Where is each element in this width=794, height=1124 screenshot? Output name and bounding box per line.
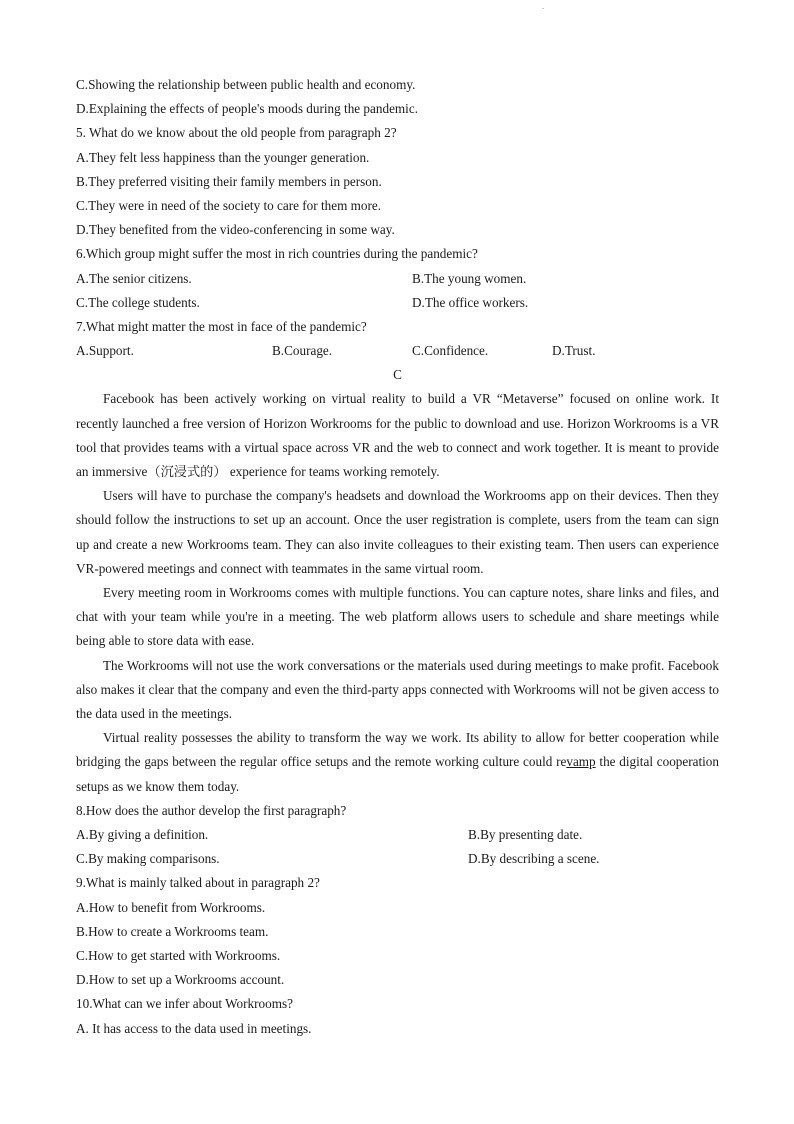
q4-option-d: D.Explaining the effects of people's moods during the pandemic. — [76, 101, 418, 117]
paragraph-5-text-after: the digital cooperation setups as we know them today. — [76, 754, 719, 794]
q6-option-d: D.The office workers. — [412, 294, 529, 310]
q8-options-row-2 — [76, 847, 719, 871]
q8-option-b: B.By presenting date. — [468, 827, 583, 843]
q8-option-c: C.By making comparisons. — [76, 851, 220, 867]
q6-options-row-2 — [76, 291, 719, 315]
q5-option-c: C.They were in need of the society to care for them more. — [76, 197, 382, 213]
header-mark: . — [542, 2, 544, 11]
q6-stem: 6.Which group might suffer the most in rich countries during the pandemic? — [76, 246, 478, 262]
q10-stem: 10.What can we infer about Workrooms? — [76, 996, 293, 1012]
q9-option-a: A.How to benefit from Workrooms. — [76, 899, 266, 915]
q5-option-d: D.They benefited from the video-conferencing in some way. — [76, 222, 395, 238]
paragraph-5-text-before: Virtual reality possesses the ability to transform the way we work. Its ability to allow for better cooperation while bridging the gaps between the regular office setups and the remote working culture could re — [76, 730, 719, 770]
q9-option-c: C.How to get started with Workrooms. — [76, 948, 281, 964]
q5-option-b: B.They preferred visiting their family members in person. — [76, 173, 382, 189]
q7-option-a: A.Support. — [76, 343, 134, 359]
passage-paragraph-3: Every meeting room in Workrooms comes with multiple functions. You can capture notes, share links and files, and chat with your team while you're in a meeting. The web platform allows users to schedule and share meetings while being able to store data with ease. — [76, 585, 719, 649]
q6-options-row-1 — [76, 267, 719, 291]
q10-option-a: A. It has access to the data used in meetings. — [76, 1020, 312, 1036]
passage-paragraph-2: Users will have to purchase the company's headsets and download the Workrooms app on their devices. Then they should follow the instructions to set up an account. Once the user registration is complete, users from the team can sign up and create a new Workrooms team. They can also invite colleagues to their existing team. Then users can experience VR-powered meetings and connect with teammates in the same virtual room. — [76, 488, 719, 576]
q9-option-b: B.How to create a Workrooms team. — [76, 923, 269, 939]
q8-option-a: A.By giving a definition. — [76, 827, 209, 843]
q6-option-a: A.The senior citizens. — [76, 270, 192, 286]
q9-option-d: D.How to set up a Workrooms account. — [76, 972, 285, 988]
q7-option-c: C.Confidence. — [412, 343, 489, 359]
q5-stem: 5. What do we know about the old people from paragraph 2? — [76, 125, 397, 141]
q7-stem: 7.What might matter the most in face of the pandemic? — [76, 318, 367, 334]
q7-options-row — [76, 339, 719, 363]
q5-option-a: A.They felt less happiness than the younger generation. — [76, 149, 370, 165]
q8-stem: 8.How does the author develop the first paragraph? — [76, 802, 347, 818]
section-label: C — [393, 367, 402, 383]
passage-paragraph-5 — [76, 726, 719, 799]
q8-option-d: D.By describing a scene. — [468, 851, 600, 867]
q9-stem: 9.What is mainly talked about in paragraph 2? — [76, 875, 320, 891]
passage-paragraph-4: The Workrooms will not use the work conversations or the materials used during meetings to make profit. Facebook also makes it clear that the company and even the third-party apps connected with Workrooms will not be given access to the data used in the meetings. — [76, 657, 719, 722]
q7-option-b: B.Courage. — [272, 343, 333, 359]
q7-option-d: D.Trust. — [552, 343, 596, 359]
q6-option-b: B.The young women. — [412, 270, 527, 286]
q8-options-row-1 — [76, 823, 719, 847]
q6-option-c: C.The college students. — [76, 294, 200, 310]
passage-paragraph-1: Facebook has been actively working on virtual reality to build a VR “Metaverse” focused on online work. It recently launched a free version of Horizon Workrooms for the public to download and use. Horizon Workrooms is a VR tool that provides teams with a virtual space across VR and the web to connect and work together. It is meant to provide an immersive（沉浸式的） experience for teams working remotely. — [76, 391, 719, 480]
q4-option-c: C.Showing the relationship between public health and economy. — [76, 77, 416, 92]
document-content — [76, 73, 719, 1041]
underlined-word: vamp — [566, 754, 596, 770]
